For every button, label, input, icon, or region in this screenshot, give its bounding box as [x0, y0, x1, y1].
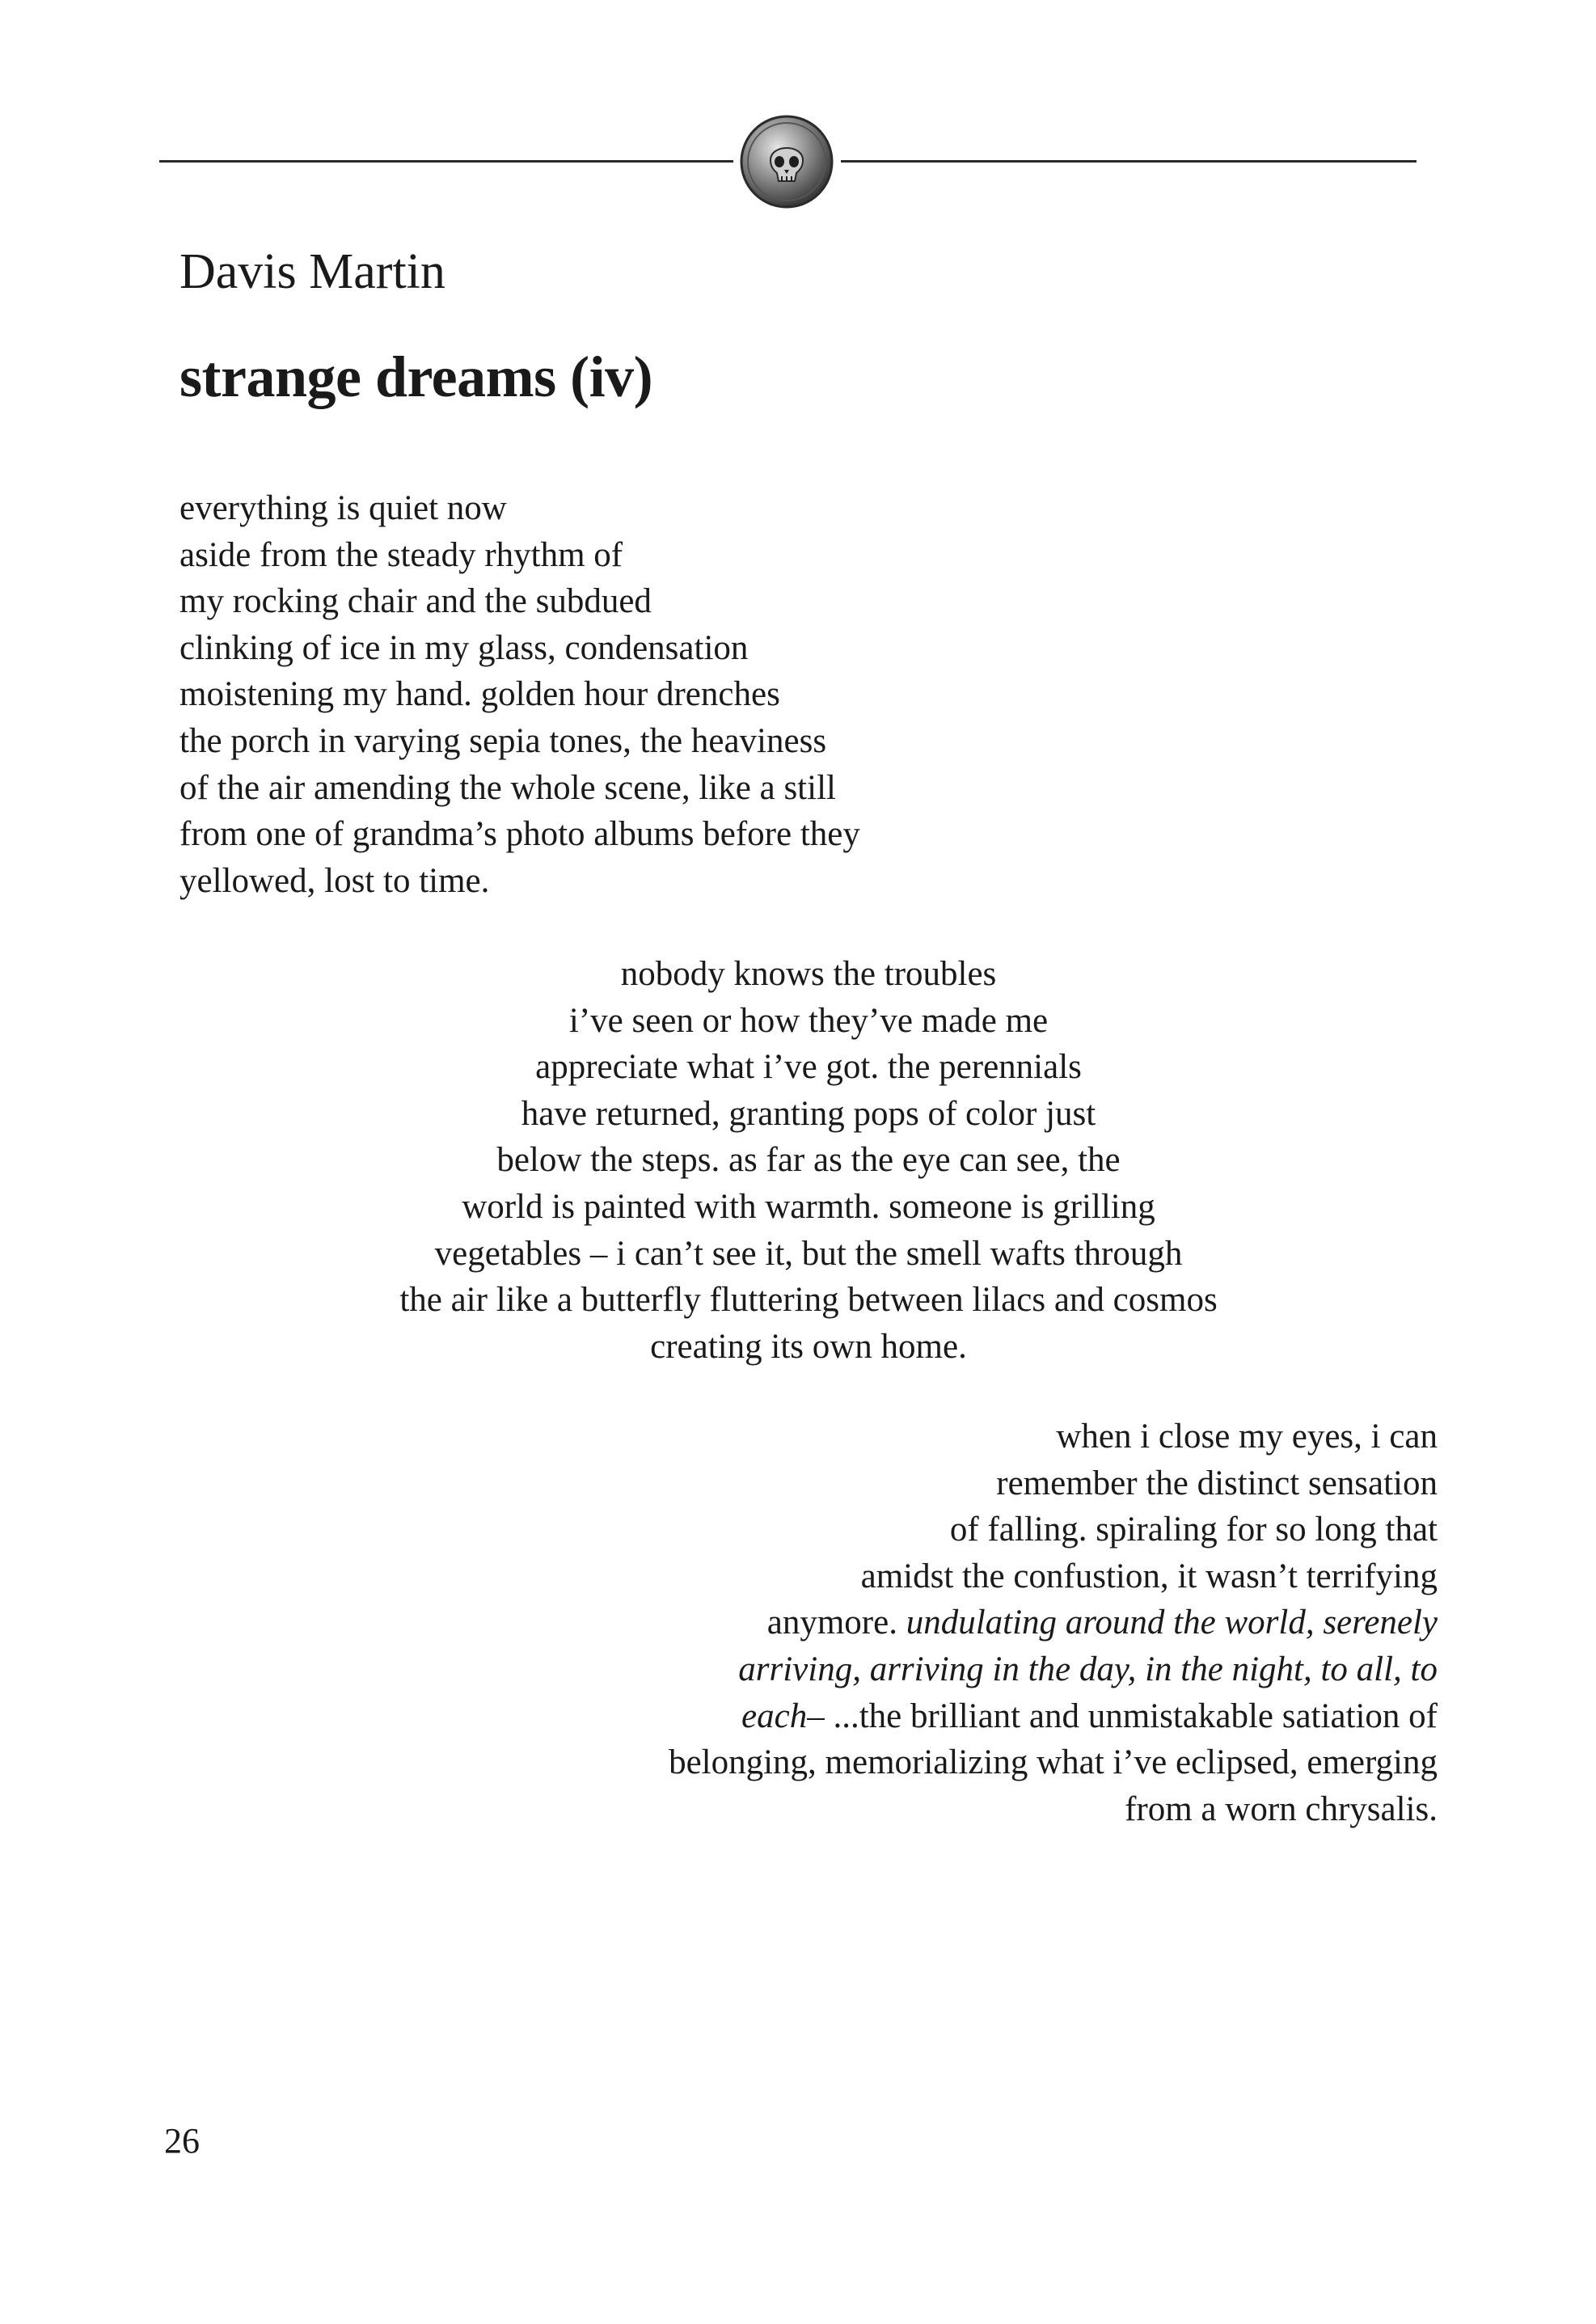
poem-line-text: – ...the brilliant and unmistakable satiation of	[807, 1697, 1438, 1735]
poem-line-italic: arriving, arriving in the day, in the night, to all, to	[738, 1650, 1438, 1688]
poem-line: yellowed, lost to time.	[179, 861, 490, 900]
page-number: 26	[164, 2121, 200, 2161]
stanza-1	[179, 485, 860, 904]
poem-line: creating its own home.	[650, 1327, 967, 1366]
poem-title: strange dreams (iv)	[179, 344, 653, 409]
header-rule-left	[159, 160, 733, 163]
poem-line: from a worn chrysalis.	[1125, 1789, 1438, 1828]
poem-line: belonging, memorializing what i’ve eclipsed, emerging	[669, 1743, 1438, 1782]
poem-line: aside from the steady rhythm of	[179, 535, 623, 574]
poem-line: world is painted with warmth. someone is grilling	[462, 1187, 1155, 1226]
poem-line: when i close my eyes, i can	[1056, 1418, 1438, 1456]
poem-line-italic: undulating around the world, serenely	[906, 1604, 1438, 1642]
poem-line-italic: each	[741, 1697, 808, 1735]
poem-line	[467, 1693, 1438, 1740]
poem-line: everything is quiet now	[179, 489, 507, 527]
poem-line: clinking of ice in my glass, condensation	[179, 628, 749, 667]
poem-line	[467, 1599, 1438, 1646]
poem-line: of falling. spiraling for so long that	[949, 1511, 1438, 1549]
poem-line: vegetables – i can’t see it, but the smell wafts through	[434, 1234, 1183, 1273]
poem-line: my rocking chair and the subdued	[179, 582, 652, 621]
poem-line: of the air amending the whole scene, like a still	[179, 768, 836, 807]
poem-line: the air like a butterfly fluttering between lilacs and cosmos	[399, 1281, 1218, 1320]
poem-line: i’ve seen or how they’ve made me	[568, 1001, 1049, 1040]
poem-line: nobody knows the troubles	[620, 955, 997, 993]
poem-line: appreciate what i’ve got. the perennials	[535, 1048, 1082, 1087]
poem-line: the porch in varying sepia tones, the heaviness	[179, 721, 827, 760]
poem-line: remember the distinct sensation	[996, 1464, 1438, 1502]
poem-line: have returned, granting pops of color just	[521, 1094, 1096, 1133]
poem-line: amidst the confustion, it wasn’t terrifying	[860, 1557, 1438, 1595]
poem-line	[467, 1646, 1438, 1693]
poem-line: moistening my hand. golden hour drenches	[179, 675, 780, 714]
poem-line-text: anymore.	[766, 1604, 906, 1642]
stanza-3	[467, 1413, 1438, 1832]
header-rule-right	[841, 160, 1417, 163]
poem-line: from one of grandma’s photo albums before they	[179, 815, 860, 854]
skull-emblem-icon	[738, 113, 835, 210]
stanza-2	[323, 951, 1294, 1370]
author-name: Davis Martin	[179, 244, 445, 299]
poem-line: below the steps. as far as the eye can see, the	[496, 1141, 1121, 1180]
